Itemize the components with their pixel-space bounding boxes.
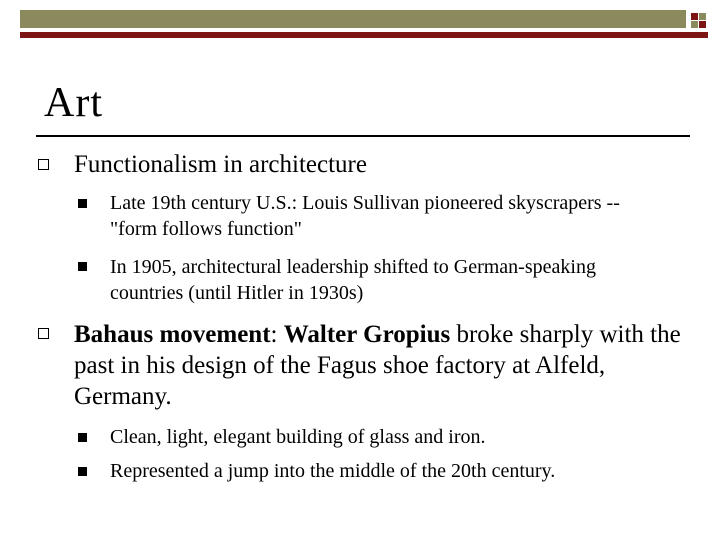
corner-square: [691, 13, 698, 20]
hollow-square-bullet-icon: [38, 328, 49, 339]
bahaus-movement-label: Bahaus movement: [74, 321, 271, 348]
olive-band: [20, 10, 686, 28]
title-divider: [36, 135, 690, 137]
subbullet-1905: In 1905, architectural leadership shifted to German-speaking countries (until Hitler in 1930s): [110, 256, 596, 304]
corner-squares: [688, 10, 708, 38]
filled-square-bullet-icon: [78, 199, 87, 208]
subbullet-glass-iron: Clean, light, elegant building of glass and iron.: [110, 426, 486, 448]
hollow-square-bullet-icon: [38, 159, 49, 170]
top-decorative-band: [20, 10, 708, 38]
corner-square: [699, 21, 706, 28]
filled-square-bullet-icon: [78, 433, 87, 442]
filled-square-bullet-icon: [78, 467, 87, 476]
corner-square: [699, 13, 706, 20]
bullet-functionalism: Functionalism in architecture: [74, 151, 367, 178]
slide-title: Art: [44, 80, 103, 126]
filled-square-bullet-icon: [78, 262, 87, 271]
bahaus-separator: :: [270, 321, 284, 348]
corner-square: [691, 21, 698, 28]
bahaus-description: broke sharply with the past in his design of the Fagus shoe factory at Alfeld, Germany.: [74, 321, 681, 410]
gropius-name: Walter Gropius: [283, 321, 451, 348]
bullet-bahaus: [74, 319, 694, 412]
red-band: [20, 32, 708, 38]
subbullet-20th-century: Represented a jump into the middle of the 20th century.: [110, 460, 556, 482]
subbullet-sullivan: Late 19th century U.S.: Louis Sullivan pioneered skyscrapers -- "form follows function": [110, 192, 620, 240]
